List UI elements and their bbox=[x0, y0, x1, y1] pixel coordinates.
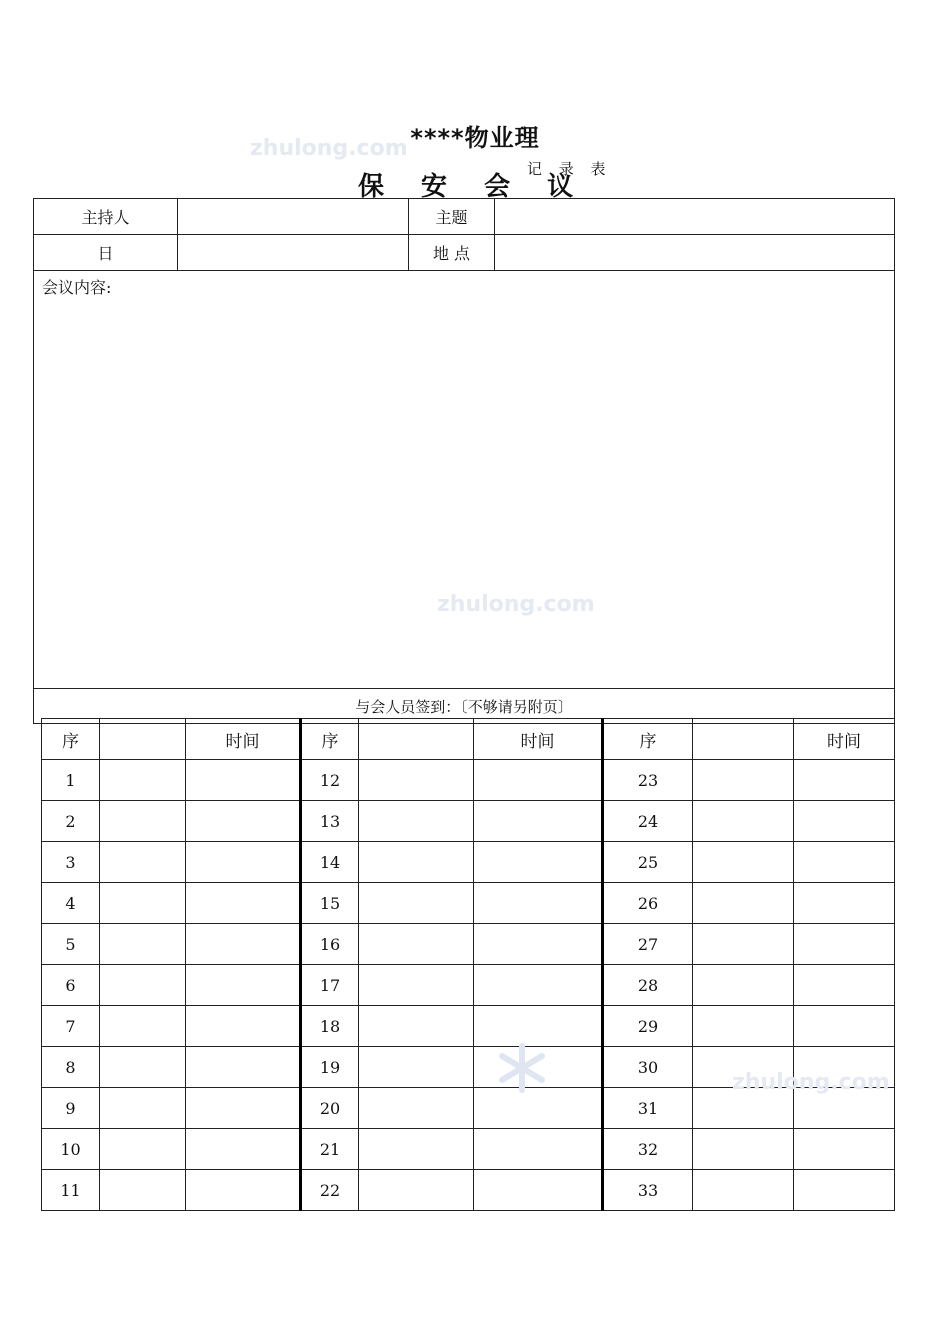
time-header: 时间 bbox=[186, 719, 301, 760]
row-number: 4 bbox=[42, 883, 100, 924]
attendee-name-field[interactable] bbox=[100, 924, 186, 965]
signin-time-field[interactable] bbox=[474, 924, 603, 965]
row-number: 19 bbox=[301, 1047, 359, 1088]
row-number: 26 bbox=[603, 883, 693, 924]
table-row bbox=[42, 1129, 895, 1170]
signin-time-field[interactable] bbox=[794, 1088, 895, 1129]
table-row bbox=[42, 1006, 895, 1047]
row-number: 17 bbox=[301, 965, 359, 1006]
row-number: 23 bbox=[603, 760, 693, 801]
signin-time-field[interactable] bbox=[474, 1170, 603, 1211]
host-label: 主持人 bbox=[34, 199, 178, 235]
attendee-name-field[interactable] bbox=[359, 760, 474, 801]
row-number: 12 bbox=[301, 760, 359, 801]
watermark-text: zhulong.com bbox=[250, 136, 408, 161]
attendee-name-field[interactable] bbox=[100, 1129, 186, 1170]
place-label: 地 点 bbox=[409, 235, 495, 271]
content-row bbox=[34, 271, 895, 689]
attendee-name-field[interactable] bbox=[359, 1129, 474, 1170]
row-number: 16 bbox=[301, 924, 359, 965]
signin-time-field[interactable] bbox=[474, 1129, 603, 1170]
row-number: 22 bbox=[301, 1170, 359, 1211]
signin-time-field[interactable] bbox=[474, 1006, 603, 1047]
attendee-name-field[interactable] bbox=[359, 1006, 474, 1047]
attendee-name-field[interactable] bbox=[100, 842, 186, 883]
signin-time-field[interactable] bbox=[794, 924, 895, 965]
time-header: 时间 bbox=[474, 719, 603, 760]
row-number: 5 bbox=[42, 924, 100, 965]
signin-label: 与会人员签到：〔不够请另附页〕 bbox=[34, 689, 895, 724]
row-number: 6 bbox=[42, 965, 100, 1006]
attendee-name-field[interactable] bbox=[693, 1006, 794, 1047]
meeting-content-field[interactable] bbox=[34, 271, 895, 689]
signin-time-field[interactable] bbox=[794, 801, 895, 842]
signin-time-field[interactable] bbox=[794, 1006, 895, 1047]
attendee-name-field[interactable] bbox=[100, 1170, 186, 1211]
signin-time-field[interactable] bbox=[186, 842, 301, 883]
signin-time-field[interactable] bbox=[186, 760, 301, 801]
signin-time-field[interactable] bbox=[186, 801, 301, 842]
no-header: 序 bbox=[42, 719, 100, 760]
attendee-name-field[interactable] bbox=[693, 1129, 794, 1170]
signin-time-field[interactable] bbox=[794, 760, 895, 801]
signin-time-field[interactable] bbox=[186, 1088, 301, 1129]
signin-time-field[interactable] bbox=[474, 883, 603, 924]
attendee-name-field[interactable] bbox=[693, 1088, 794, 1129]
attendee-name-field[interactable] bbox=[359, 1047, 474, 1088]
signin-time-field[interactable] bbox=[186, 924, 301, 965]
table-row bbox=[42, 842, 895, 883]
date-label: 日 bbox=[34, 235, 178, 271]
signin-time-field[interactable] bbox=[186, 1047, 301, 1088]
attendee-name-field[interactable] bbox=[693, 842, 794, 883]
table-row bbox=[42, 924, 895, 965]
row-number: 31 bbox=[603, 1088, 693, 1129]
attendee-name-field[interactable] bbox=[693, 924, 794, 965]
attendee-name-field[interactable] bbox=[359, 801, 474, 842]
no-header: 序 bbox=[301, 719, 359, 760]
row-number: 10 bbox=[42, 1129, 100, 1170]
host-field[interactable] bbox=[178, 199, 409, 235]
form-subtitle: 记 录 表 bbox=[527, 160, 612, 178]
name-header bbox=[100, 719, 186, 760]
row-number: 1 bbox=[42, 760, 100, 801]
row-number: 28 bbox=[603, 965, 693, 1006]
signin-time-field[interactable] bbox=[794, 1047, 895, 1088]
topic-field[interactable] bbox=[495, 199, 895, 235]
snowflake-logo-icon bbox=[492, 1042, 552, 1098]
row-number: 7 bbox=[42, 1006, 100, 1047]
attendee-name-field[interactable] bbox=[359, 842, 474, 883]
row-number: 3 bbox=[42, 842, 100, 883]
meeting-info-table bbox=[33, 198, 895, 724]
signin-time-field[interactable] bbox=[474, 760, 603, 801]
attendee-name-field[interactable] bbox=[359, 965, 474, 1006]
attendee-name-field[interactable] bbox=[693, 760, 794, 801]
attendee-name-field[interactable] bbox=[100, 1047, 186, 1088]
table-row bbox=[42, 883, 895, 924]
signin-time-field[interactable] bbox=[186, 1129, 301, 1170]
date-row bbox=[34, 235, 895, 271]
signin-time-field[interactable] bbox=[186, 965, 301, 1006]
attendee-name-field[interactable] bbox=[100, 965, 186, 1006]
attendance-table bbox=[41, 718, 895, 1211]
table-row bbox=[42, 801, 895, 842]
row-number: 24 bbox=[603, 801, 693, 842]
form-title: 保 安 会 议 bbox=[358, 172, 588, 202]
row-number: 27 bbox=[603, 924, 693, 965]
row-number: 15 bbox=[301, 883, 359, 924]
place-field[interactable] bbox=[495, 235, 895, 271]
table-row bbox=[42, 965, 895, 1006]
table-row bbox=[42, 1088, 895, 1129]
row-number: 29 bbox=[603, 1006, 693, 1047]
attendee-name-field[interactable] bbox=[100, 1088, 186, 1129]
row-number: 30 bbox=[603, 1047, 693, 1088]
row-number: 33 bbox=[603, 1170, 693, 1211]
attendee-name-field[interactable] bbox=[100, 801, 186, 842]
row-number: 14 bbox=[301, 842, 359, 883]
row-number: 11 bbox=[42, 1170, 100, 1211]
attendee-name-field[interactable] bbox=[100, 760, 186, 801]
row-number: 25 bbox=[603, 842, 693, 883]
attendee-name-field[interactable] bbox=[693, 1047, 794, 1088]
row-number: 9 bbox=[42, 1088, 100, 1129]
table-row bbox=[42, 760, 895, 801]
signin-time-field[interactable] bbox=[474, 801, 603, 842]
attendee-name-field[interactable] bbox=[693, 965, 794, 1006]
attendee-name-field[interactable] bbox=[359, 1088, 474, 1129]
row-number: 18 bbox=[301, 1006, 359, 1047]
name-header bbox=[359, 719, 474, 760]
row-number: 20 bbox=[301, 1088, 359, 1129]
date-field[interactable] bbox=[178, 235, 409, 271]
topic-label: 主题 bbox=[409, 199, 495, 235]
attendee-name-field[interactable] bbox=[693, 1170, 794, 1211]
signin-time-field[interactable] bbox=[794, 842, 895, 883]
row-number: 32 bbox=[603, 1129, 693, 1170]
time-header: 时间 bbox=[794, 719, 895, 760]
watermark-text: zhulong.com bbox=[732, 1070, 890, 1095]
attendee-name-field[interactable] bbox=[359, 883, 474, 924]
row-number: 8 bbox=[42, 1047, 100, 1088]
row-number: 2 bbox=[42, 801, 100, 842]
signin-time-field[interactable] bbox=[794, 965, 895, 1006]
table-row bbox=[42, 1047, 895, 1088]
attendee-name-field[interactable] bbox=[359, 924, 474, 965]
watermark-text: zhulong.com bbox=[437, 592, 595, 617]
signin-time-field[interactable] bbox=[474, 842, 603, 883]
company-title: ****物业理 bbox=[410, 124, 540, 152]
row-number: 21 bbox=[301, 1129, 359, 1170]
row-number: 13 bbox=[301, 801, 359, 842]
signin-time-field[interactable] bbox=[474, 965, 603, 1006]
signin-time-field[interactable] bbox=[186, 883, 301, 924]
attendee-name-field[interactable] bbox=[100, 883, 186, 924]
no-header: 序 bbox=[603, 719, 693, 760]
signin-time-field[interactable] bbox=[794, 1170, 895, 1211]
table-row bbox=[42, 1170, 895, 1211]
content-label: 会议内容: bbox=[42, 278, 112, 297]
attendee-name-field[interactable] bbox=[359, 1170, 474, 1211]
host-row bbox=[34, 199, 895, 235]
signin-time-field[interactable] bbox=[186, 1170, 301, 1211]
signin-time-field[interactable] bbox=[794, 883, 895, 924]
attendee-name-field[interactable] bbox=[693, 801, 794, 842]
attendee-name-field[interactable] bbox=[100, 1006, 186, 1047]
name-header bbox=[693, 719, 794, 760]
attendee-name-field[interactable] bbox=[693, 883, 794, 924]
signin-time-field[interactable] bbox=[794, 1129, 895, 1170]
signin-time-field[interactable] bbox=[186, 1006, 301, 1047]
attendance-header-row bbox=[42, 719, 895, 760]
